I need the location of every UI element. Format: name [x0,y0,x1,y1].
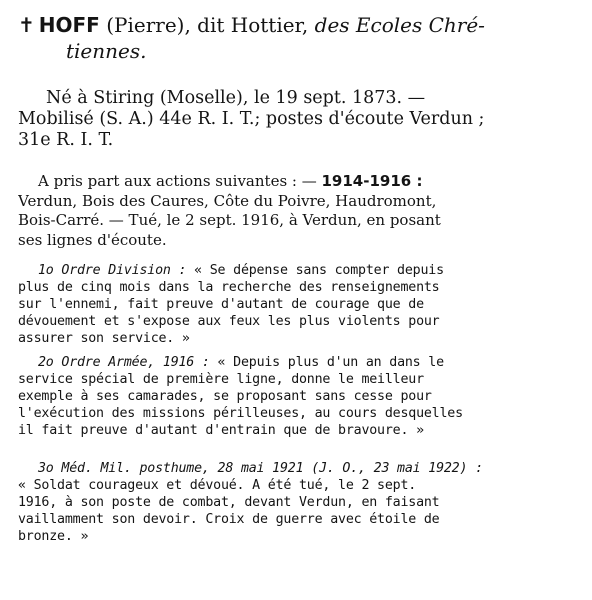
citation1-text: « Se dépense sans compter depuis [186,263,444,278]
citation1-line-2: plus de cinq mois dans la recherche des renseignements [18,280,440,295]
citation3-line-4: vaillamment son devoir. Croix de guerre avec étoile de [18,512,440,527]
citation2-line-5: il fait preuve d'autant d'entrain que de bravoure. » [18,423,424,438]
citation-medaille [18,460,578,545]
death-cross-icon: ✝ [18,13,35,37]
birth-paragraph [18,88,578,151]
citation3-line-5: bronze. » [18,529,89,544]
birth-line-3: 31e R. I. T. [18,130,114,150]
actions-line-4: ses lignes d'écoute. [18,230,167,249]
actions-line-1 [18,172,578,192]
religious-order: des Ecoles Chré- [314,13,485,37]
citation3-line-3: 1916, à son poste de combat, devant Verdun, en faisant [18,495,440,510]
citation2-label: 2o Ordre Armée, 1916 : [38,355,210,370]
actions-years: 1914-1916 : [321,172,423,190]
citation1-line-3: sur l'ennemi, fait preuve d'autant de courage que de [18,297,424,312]
birth-line-1: Né à Stiring (Moselle), le 19 sept. 1873. — [46,88,426,108]
citation1-line-1 [18,262,578,279]
citation2-line-2: service spécial de première ligne, donne le meilleur [18,372,424,387]
actions-line-3: Bois-Carré. — Tué, le 2 sept. 1916, à Verdun, en posant [18,211,441,229]
citation3-line-2: « Soldat courageux et dévoué. A été tué, le 2 sept. [18,478,417,493]
citation-division [18,262,578,347]
header-line-1 [18,12,578,38]
citation1-label: 1o Ordre Division : [38,263,187,278]
citation1-line-5: assurer son service. » [18,331,190,346]
citation3-label: 3o Méd. Mil. posthume, 28 mai 1921 (J. O., 23 mai 1922) : [38,461,483,476]
citation2-text: « Depuis plus d'un an dans le [209,355,444,370]
citation3-line-1 [18,460,578,477]
citation2-line-3: exemple à ses camarades, se proposant sans cesse pour [18,389,432,404]
citation-armee [18,354,578,439]
citation2-line-1 [18,354,578,371]
birth-line-2: Mobilisé (S. A.) 44e R. I. T.; postes d'écoute Verdun ; [18,109,485,129]
surname: HOFF [38,13,100,37]
actions-paragraph [18,172,578,250]
forename: (Pierre), [106,13,191,37]
actions-intro: A pris part aux actions suivantes : — [38,172,322,190]
citation1-line-4: dévouement et s'expose aux feux les plus violents pour [18,314,440,329]
header-line-2: tiennes. [66,39,147,63]
citation2-line-4: l'exécution des missions périlleuses, au cours desquelles [18,406,463,421]
actions-line-2: Verdun, Bois des Caures, Côte du Poivre, Haudromont, [18,191,437,210]
entry-header [18,12,578,64]
alias: dit Hottier, [197,13,309,37]
